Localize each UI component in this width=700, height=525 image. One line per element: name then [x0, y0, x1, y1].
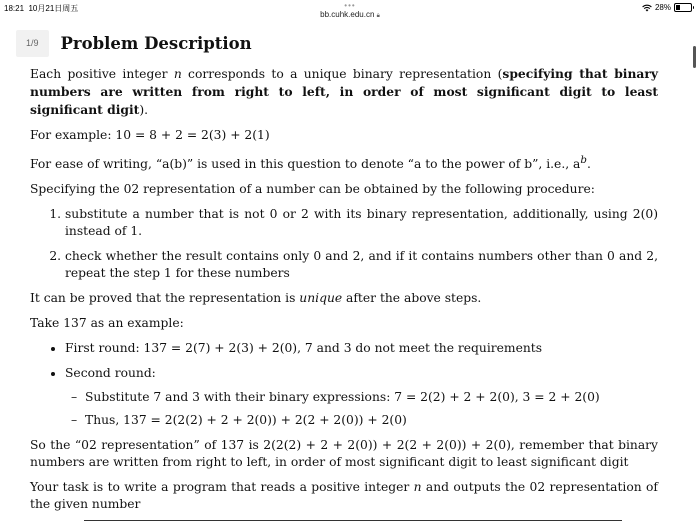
procedure-steps: [30, 206, 658, 282]
battery-percent: 28%: [654, 3, 671, 12]
emphasis-text: specifying that binary numbers are written from right to left, in order of most significant digit to least significant digit: [30, 66, 659, 117]
sub-list: [65, 389, 658, 429]
problem-header: [16, 30, 658, 57]
wifi-icon: [642, 4, 652, 12]
rounds-list: [30, 340, 658, 429]
example-line: For example: 10 = 8 + 2 = 2(3) + 2(1): [30, 128, 270, 142]
list-item: • First round: 137 = 2(7) + 2(3) + 2(0), 7 and 3 do not meet the requirements: [65, 340, 658, 357]
divider: [84, 520, 622, 521]
page-title: Problem Description: [60, 34, 252, 53]
browser-menu-dots[interactable]: •••: [344, 1, 356, 10]
page-indicator: 1/9: [16, 30, 49, 57]
list-item: • Second round: – Substitute 7 and 3 with their binary expressions: 7 = 2(2) + 2 + 2(0), 3 = 2 + 2(0) – Thus, 137 = 2(2(2) + 2 + 2(0)) + 2(2 + 2(0)) + 2(0): [65, 365, 658, 429]
status-right: [642, 3, 692, 12]
status-bar: [0, 0, 700, 19]
result-paragraph: So the “02 representation” of 137 is 2(2(2) + 2 + 2(0)) + 2(2 + 2(0)) + 2(0), remember that binary numbers are written from right to left, in order of most significant digit to least significant digit: [30, 438, 658, 470]
list-item: – Thus, 137 = 2(2(2) + 2 + 2(0)) + 2(2 + 2(0)) + 2(0): [85, 412, 658, 429]
list-item: 2. check whether the result contains only 0 and 2, and if it contains numbers other than 0 and 2, repeat the step 1 for these numbers: [65, 248, 658, 282]
notation-paragraph: For ease of writing, “a(b)” is used in this question to denote “a to the power of b”, i.e., $a^b$.: [30, 154, 591, 172]
problem-content: [26, 30, 659, 521]
url-text[interactable]: bb.cuhk.edu.cn: [320, 10, 375, 19]
list-item: 1. substitute a number that is not 0 or 2 with its binary representation, additionally, using 2(0) instead of 1.: [65, 206, 658, 240]
uniqueness-paragraph: It can be proved that the representation is unique after the above steps.: [30, 291, 482, 306]
intro-paragraph: Each positive integer n corresponds to a unique binary representation (specifying that binary numbers are written from right to left, in order of most significant digit to least significant digit).: [30, 66, 659, 117]
url-bar[interactable]: [0, 2, 700, 20]
scrollbar[interactable]: [693, 46, 696, 68]
battery-icon: [674, 3, 692, 12]
list-item: – Substitute 7 and 3 with their binary expressions: 7 = 2(2) + 2 + 2(0), 3 = 2 + 2(0): [85, 389, 658, 406]
procedure-intro: Specifying the 02 representation of a number can be obtained by the following procedure:: [30, 182, 595, 197]
lock-icon: 🔒︎: [376, 13, 380, 19]
example-intro: Take 137 as an example:: [30, 316, 184, 331]
task-paragraph: Your task is to write a program that reads a positive integer n and outputs the 02 representation of the given number: [30, 480, 658, 512]
status-time: 18:21 10月21日周五: [4, 4, 79, 13]
